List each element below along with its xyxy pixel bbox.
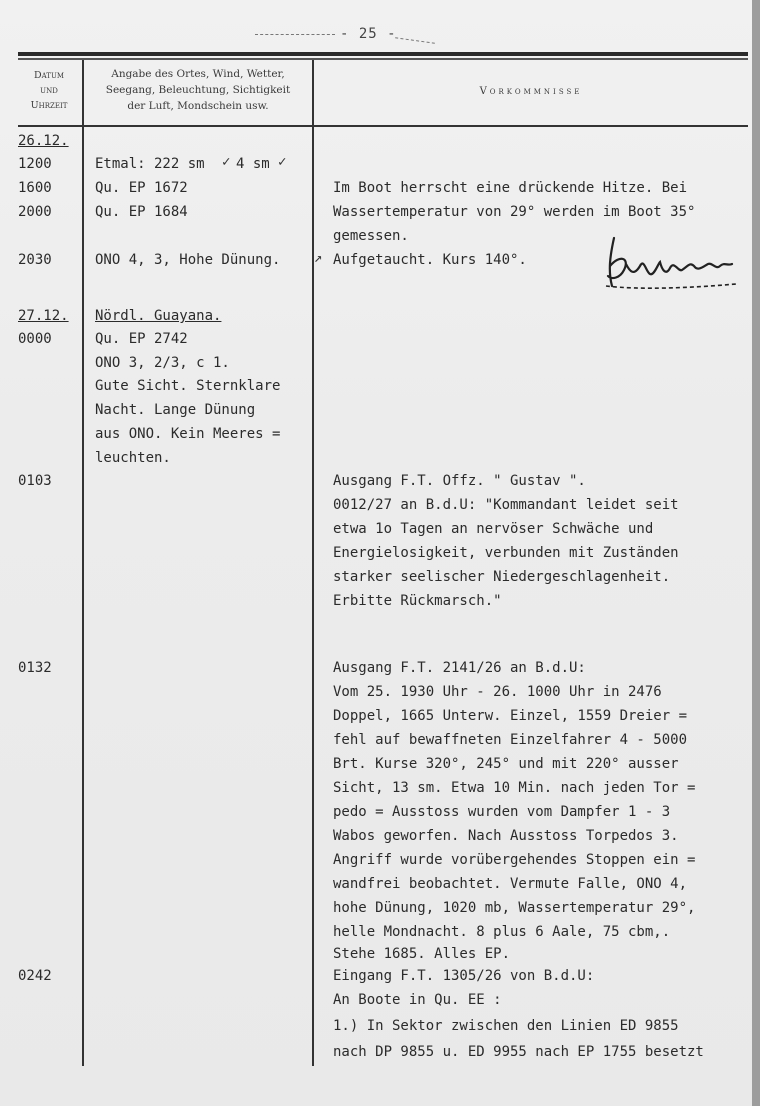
page-number-dash-left [255, 34, 335, 35]
event-line: Doppel, 1665 Unterw. Einzel, 1559 Dreier = [333, 708, 688, 724]
event-line: Angriff wurde vorübergehendes Stoppen ein = [333, 852, 696, 868]
time-entry: 0103 [18, 473, 52, 489]
position-entry: Qu. EP 2742 [95, 331, 188, 347]
event-line: Wassertemperatur von 29° werden im Boot 35° [333, 204, 696, 220]
header-position-line3: der Luft, Mondschein usw. [127, 100, 269, 112]
event-line: An Boote in Qu. EE : [333, 992, 502, 1008]
position-entry: ONO 3, 2/3, c 1. [95, 355, 230, 371]
event-line: Ausgang F.T. Offz. " Gustav ". [333, 473, 586, 489]
header-date-line2: und [40, 85, 58, 96]
column-divider-2 [312, 60, 314, 1066]
position-entry: Gute Sicht. Sternklare [95, 378, 281, 394]
arrow-mark: ↗ [314, 250, 323, 266]
position-entry: ONO 4, 3, Hohe Dünung. [95, 252, 281, 268]
check-mark: ✓ [278, 154, 287, 170]
event-line: Sicht, 13 sm. Etwa 10 Min. nach jeden Tor = [333, 780, 696, 796]
time-entry: 0000 [18, 331, 52, 347]
column-divider-1 [82, 60, 84, 1066]
time-entry: 0242 [18, 968, 52, 984]
date-entry: 26.12. [18, 133, 69, 149]
header-events-column: Vorkommnisse [479, 86, 583, 97]
check-mark: ✓ [222, 154, 231, 170]
page-number: - 25 - [340, 26, 397, 42]
event-line: 0012/27 an B.d.U: "Kommandant leidet seit [333, 497, 679, 513]
event-line: starker seelischer Niedergeschlagenheit. [333, 569, 671, 585]
event-line: Aufgetaucht. Kurs 140°. [333, 252, 527, 268]
position-entry: Qu. EP 1684 [95, 204, 188, 220]
event-line: fehl auf bewaffneten Einzelfahrer 4 - 5000 [333, 732, 688, 748]
event-line: Eingang F.T. 1305/26 von B.d.U: [333, 968, 595, 984]
event-line: 1.) In Sektor zwischen den Linien ED 9855 [333, 1018, 679, 1034]
event-line: etwa 1o Tagen an nervöser Schwäche und [333, 521, 654, 537]
event-line: nach DP 9855 u. ED 9955 nach EP 1755 besetzt [333, 1044, 704, 1060]
position-entry: Etmal: 222 sm [95, 156, 205, 172]
header-date-line1: Datum [33, 70, 65, 81]
top-rule [18, 52, 748, 56]
event-line: Erbitte Rückmarsch." [333, 593, 502, 609]
top-rule-secondary [18, 58, 748, 60]
header-position-line1: Angabe des Ortes, Wind, Wetter, [111, 68, 285, 80]
event-line: hohe Dünung, 1020 mb, Wassertemperatur 29°, [333, 900, 696, 916]
event-line: Im Boot herrscht eine drückende Hitze. Bei [333, 180, 688, 196]
event-line: Stehe 1685. Alles EP. [333, 946, 511, 962]
position-entry: Qu. EP 1672 [95, 180, 188, 196]
time-entry: 0132 [18, 660, 52, 676]
event-line: wandfrei beobachtet. Vermute Falle, ONO 4, [333, 876, 688, 892]
position-entry: Nacht. Lange Dünung [95, 402, 256, 418]
position-entry: aus ONO. Kein Meeres = [95, 426, 281, 442]
header-date-line3: Uhrzeit [30, 100, 68, 111]
time-entry: 2000 [18, 204, 52, 220]
event-line: Brt. Kurse 320°, 245° und mit 220° ausser [333, 756, 679, 772]
position-entry: 4 sm [236, 156, 270, 172]
event-line: Energielosigkeit, verbunden mit Zuständen [333, 545, 679, 561]
header-position-column [86, 66, 310, 114]
position-entry: leuchten. [95, 450, 171, 466]
handwritten-signature [600, 236, 740, 296]
header-position-line2: Seegang, Beleuchtung, Sichtigkeit [105, 84, 291, 96]
time-entry: 1200 [18, 156, 52, 172]
event-line: pedo = Ausstoss wurden vom Dampfer 1 - 3 [333, 804, 671, 820]
header-rule [18, 125, 748, 127]
page-number-dash-right [395, 37, 435, 44]
event-line: Ausgang F.T. 2141/26 an B.d.U: [333, 660, 586, 676]
event-line: Wabos geworfen. Nach Ausstoss Torpedos 3. [333, 828, 679, 844]
position-entry: Nördl. Guayana. [95, 308, 222, 324]
event-line: gemessen. [333, 228, 409, 244]
event-line: helle Mondnacht. 8 plus 6 Aale, 75 cbm,. [333, 924, 671, 940]
time-entry: 2030 [18, 252, 52, 268]
event-line: Vom 25. 1930 Uhr - 26. 1000 Uhr in 2476 [333, 684, 662, 700]
date-entry: 27.12. [18, 308, 69, 324]
time-entry: 1600 [18, 180, 52, 196]
page-edge-shadow [752, 0, 760, 1106]
header-date-column [18, 68, 80, 113]
